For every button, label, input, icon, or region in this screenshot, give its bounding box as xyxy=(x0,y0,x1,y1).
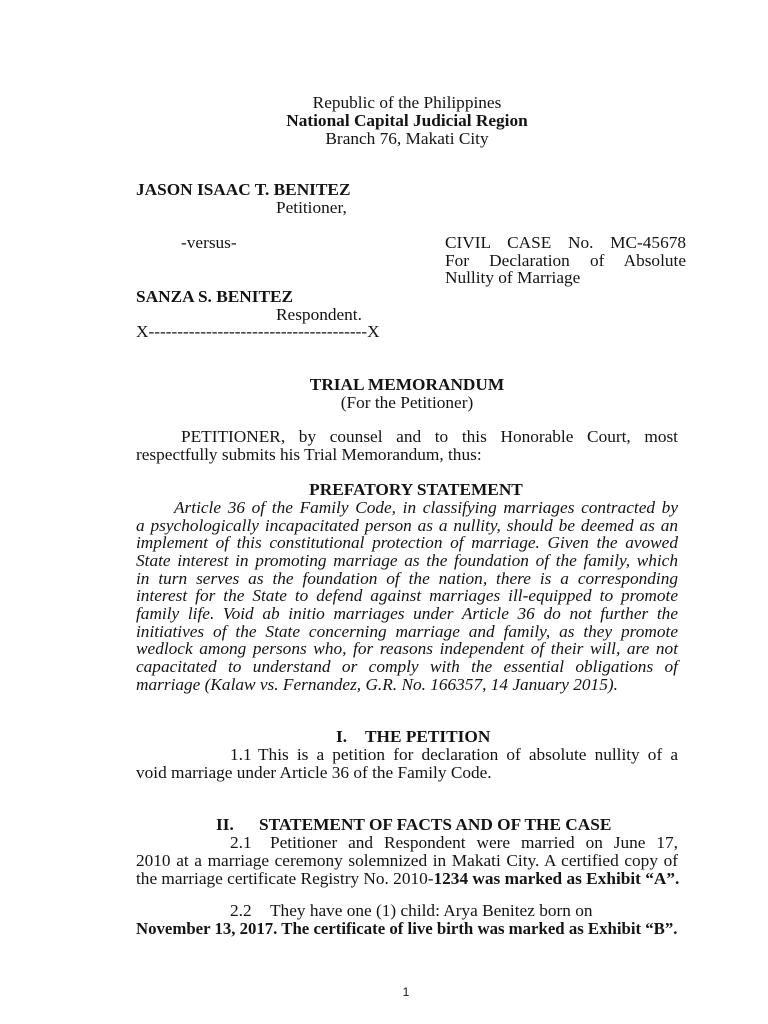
paragraph-text: This is a petition for declaration of absolute nullity of a xyxy=(258,745,678,764)
paragraph-text: They have one (1) child: Arya Benitez born on xyxy=(270,901,593,920)
versus-label: -versus- xyxy=(181,233,237,252)
section-heading-facts xyxy=(216,816,611,834)
section-heading-petition xyxy=(336,728,490,746)
exhibit-a-text: 1234 was marked as Exhibit “A”. xyxy=(433,868,680,888)
section-title: THE PETITION xyxy=(365,727,491,746)
prefatory-line: initiatives of the State concerning marriage and family, as they promote xyxy=(136,621,678,641)
petitioner-label: Petitioner, xyxy=(276,198,347,217)
case-nature-line: Nullity of Marriage xyxy=(445,268,581,287)
prefatory-paragraph xyxy=(136,499,678,693)
document-subtitle: (For the Petitioner) xyxy=(340,393,474,412)
prefatory-line: wedlock among persons who, for reasons independent of their will, are not xyxy=(136,639,678,659)
paragraph-number: 2.2 xyxy=(230,901,252,920)
prefatory-line: a psychologically incapacitated person as a nullity, should be deemed as an xyxy=(136,515,678,535)
prefatory-heading: PREFATORY STATEMENT xyxy=(309,480,523,499)
case-nature-line: For Declaration of Absolute xyxy=(445,250,686,270)
region-line: National Capital Judicial Region xyxy=(286,111,528,130)
case-number: CIVIL CASE No. MC-45678 xyxy=(445,233,686,252)
prefatory-line: interest for the State to defend against marriages ill-equipped to promote xyxy=(136,586,678,606)
paragraph-line xyxy=(136,902,678,920)
branch-line: Branch 76, Makati City xyxy=(325,129,489,148)
paragraph-2-2 xyxy=(136,902,678,938)
intro-line: respectfully submits his Trial Memorandum, thus: xyxy=(136,445,482,464)
paragraph-line: 2010 at a marriage ceremony solemnized in Makati City. A certified copy of xyxy=(136,850,678,870)
paragraph-line xyxy=(136,834,678,852)
document-title: TRIAL MEMORANDUM xyxy=(309,375,505,394)
intro-paragraph xyxy=(136,428,678,464)
caption-divider: X--------------------------------------X xyxy=(136,322,380,341)
exhibit-b-text: November 13, 2017. The certificate of live birth was marked as Exhibit “B”. xyxy=(136,919,678,938)
paragraph-text: the marriage certificate Registry No. 2010- xyxy=(136,868,434,888)
prefatory-line: implement of this constitutional protection of marriage. Given the avowed xyxy=(136,533,678,553)
paragraph-line xyxy=(136,870,678,888)
respondent-name: SANZA S. BENITEZ xyxy=(136,287,294,306)
prefatory-line: State interest in promoting marriage as the foundation of the family, which xyxy=(136,550,678,570)
paragraph-line: void marriage under Article 36 of the Family Code. xyxy=(136,763,492,782)
section-title: STATEMENT OF FACTS AND OF THE CASE xyxy=(259,815,612,834)
document-title-block xyxy=(136,376,678,412)
respondent-label: Respondent. xyxy=(276,305,362,324)
intro-line: PETITIONER, by counsel and to this Honorable Court, most xyxy=(181,427,678,446)
section-numeral: II. xyxy=(216,815,234,834)
case-info xyxy=(445,234,686,287)
court-header xyxy=(136,94,678,148)
page-number: 1 xyxy=(402,985,410,999)
paragraph-1-1 xyxy=(136,746,678,782)
paragraph-text: Petitioner and Respondent were married on June 17, xyxy=(270,833,678,852)
paragraph-number: 2.1 xyxy=(230,833,252,852)
paragraph-line xyxy=(136,746,678,764)
prefatory-line: marriage (Kalaw vs. Fernandez, G.R. No. 166357, 14 January 2015). xyxy=(136,674,618,694)
republic-line: Republic of the Philippines xyxy=(312,93,502,112)
prefatory-line: Article 36 of the Family Code, in classifying marriages contracted by xyxy=(174,498,678,517)
prefatory-line: family life. Void ab initio marriages under Article 36 do not further the xyxy=(136,603,678,623)
petitioner-name: JASON ISAAC T. BENITEZ xyxy=(136,180,351,199)
prefatory-line: in turn serves as the foundation of the nation, there is a corresponding xyxy=(136,568,678,588)
prefatory-line: capacitated to understand or comply with the essential obligations of xyxy=(136,656,678,676)
paragraph-number: 1.1 xyxy=(230,745,252,764)
paragraph-2-1 xyxy=(136,834,678,887)
section-numeral: I. xyxy=(336,727,348,746)
